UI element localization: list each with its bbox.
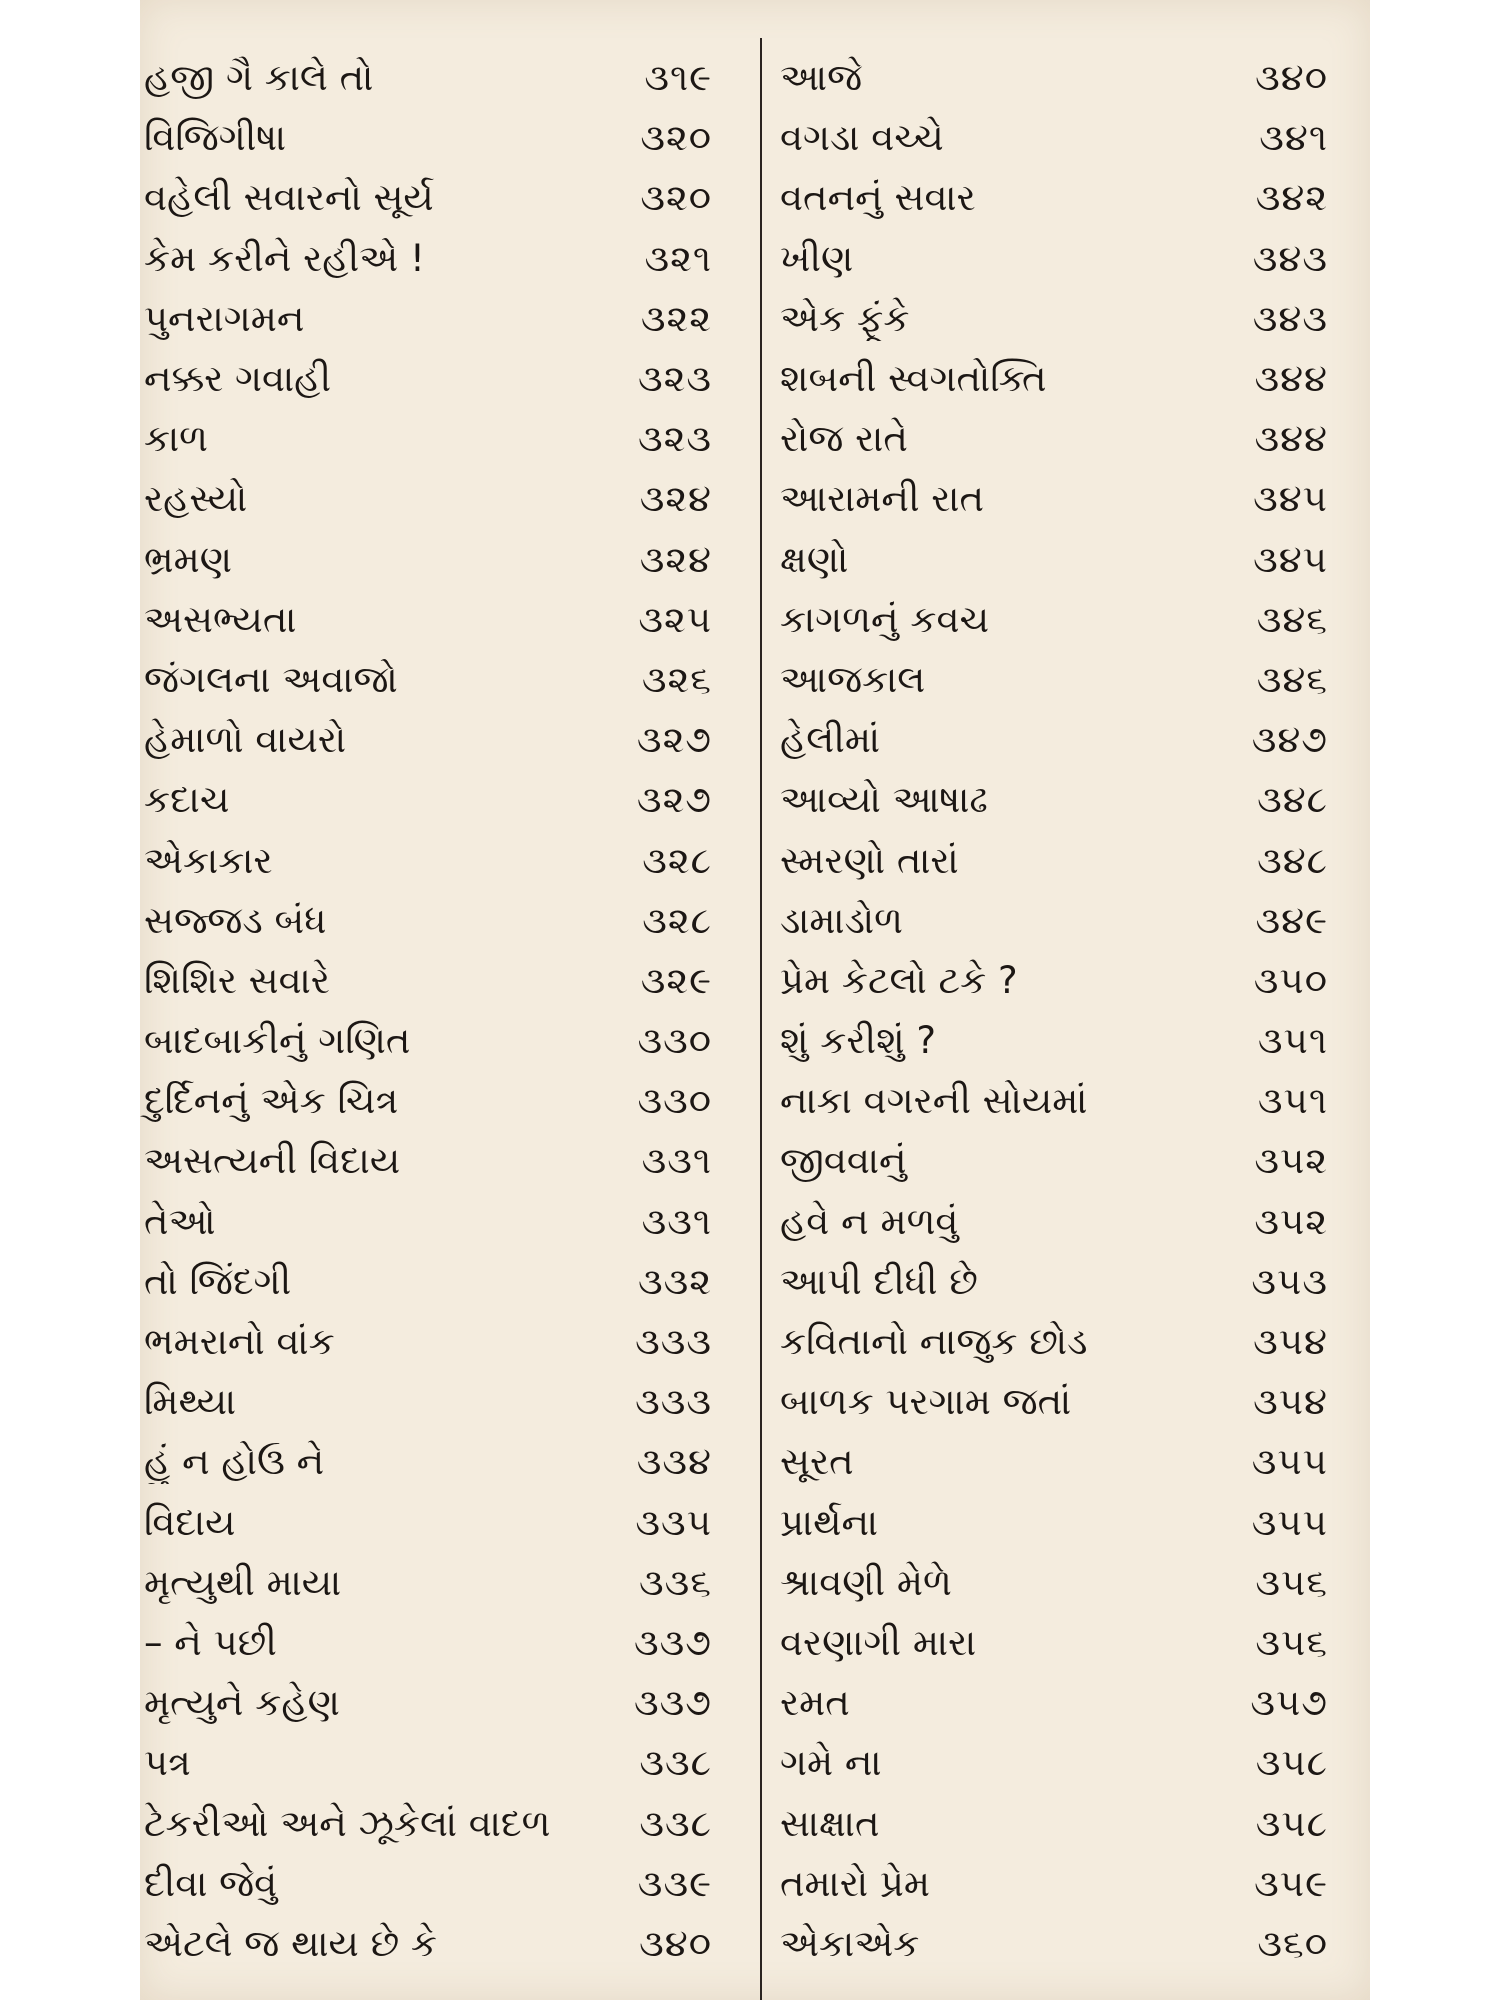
entry-page-number: ૩૫૩ [1251,1259,1328,1303]
entry-page-number: ૩૩૨ [637,1259,712,1303]
entry-page-number: ૩૪૯ [1255,898,1328,942]
entry-page-number: ૩૨૪ [639,477,712,521]
entry-title: ખીણ [780,236,854,280]
contents-entry [140,1131,712,1191]
entry-page-number: ૩૫૬ [1255,1620,1328,1664]
contents-entry [140,830,712,890]
entry-page-number: ૩૩૮ [639,1741,712,1785]
entry-page-number: ૩૫૯ [1254,1861,1328,1905]
contents-entry [140,1312,712,1372]
entry-page-number: ૩૪૫ [1253,537,1328,581]
entry-page-number: ૩૪૦ [639,1921,712,1965]
entry-title: જીવવાનું [780,1139,907,1183]
entry-title: ભમરાનો વાંક [144,1320,335,1364]
contents-entry [780,590,1328,650]
contents-entry [140,770,712,830]
entry-title: શું કરીશું ? [780,1019,937,1063]
contents-entry [780,951,1328,1011]
entry-title: હું ન હોઉં ને [144,1440,325,1484]
entry-title: આજકાલ [780,657,926,701]
contents-entry [140,1793,712,1853]
entry-title: ક્ષણો [780,537,849,581]
entry-title: વહેલી સવારનો સૂર્ય [144,176,434,220]
entry-title: શ્રાવણી મેળે [780,1560,952,1604]
entry-title: એક ફૂંકે [780,296,910,340]
contents-right-column [780,48,1328,1974]
entry-page-number: ૩૫૮ [1255,1741,1328,1785]
entry-title: પત્ર [144,1741,191,1785]
contents-entry [780,1071,1328,1131]
contents-entry [780,530,1328,590]
entry-title: એકાએક [780,1921,920,1965]
entry-title: શિશિર સવારે [144,958,330,1002]
contents-entry [780,1192,1328,1252]
entry-page-number: ૩૫૨ [1254,1139,1328,1183]
entry-page-number: ૩૨૯ [640,958,712,1002]
entry-title: શબની સ્વગતોક્તિ [780,357,1047,401]
contents-entry [780,409,1328,469]
entry-page-number: ૩૪૩ [1252,296,1328,340]
entry-title: રમત [780,1681,850,1725]
entry-title: બાદબાકીનું ગણિત [144,1019,411,1063]
contents-entry [780,1372,1328,1432]
entry-page-number: ૩૫૨ [1254,1199,1328,1243]
entry-title: કાગળનું કવચ [780,597,990,641]
contents-entry [780,1493,1328,1553]
entry-title: દીવા જેવું [144,1861,278,1905]
entry-title: કેમ કરીને રહીએ ! [144,236,425,280]
contents-entry [140,650,712,710]
contents-entry [780,108,1328,168]
entry-title: હજી ગૈ કાલે તો [144,56,374,100]
entry-title: આજે [780,56,863,100]
contents-entry [140,1673,712,1733]
entry-title: તમારો પ્રેમ [780,1861,930,1905]
column-divider [760,38,762,2000]
entry-title: કાળ [144,417,209,461]
contents-entry [140,1914,712,1974]
entry-title: સજ્જડ બંધ [144,898,327,942]
contents-entry [780,1252,1328,1312]
entry-page-number: ૩૩૦ [637,1079,712,1123]
entry-title: સ્મરણો તારાં [780,838,959,882]
entry-page-number: ૩૪૪ [1254,417,1328,461]
contents-left-column [140,48,712,1974]
entry-page-number: ૩૩૯ [637,1861,712,1905]
entry-page-number: ૩૩૧ [641,1139,712,1183]
contents-entry [780,770,1328,830]
entry-page-number: ૩૨૩ [637,417,712,461]
contents-entry [780,349,1328,409]
contents-entry [140,1011,712,1071]
entry-page-number: ૩૩૬ [638,1560,712,1604]
entry-title: વતનનું સવાર [780,176,976,220]
entry-page-number: ૩૫૭ [1250,1681,1328,1725]
entry-page-number: ૩૨૦ [640,176,712,220]
contents-entry [780,1914,1328,1974]
entry-title: પ્રાર્થના [780,1500,879,1544]
contents-entry [780,168,1328,228]
entry-page-number: ૩૪૮ [1257,838,1328,882]
contents-entry [140,289,712,349]
contents-entry [780,1613,1328,1673]
entry-page-number: ૩૪૪ [1254,357,1328,401]
contents-entry [780,891,1328,951]
entry-title: આપી દીધી છે [780,1259,978,1303]
contents-entry [780,650,1328,710]
entry-page-number: ૩૪૭ [1251,718,1328,762]
entry-title: રોજ રાતે [780,417,908,461]
contents-entry [140,349,712,409]
contents-entry [780,229,1328,289]
entry-page-number: ૩૨૫ [638,597,712,641]
entry-title: મૃત્યુથી માયા [144,1560,342,1604]
entry-page-number: ૩૩૮ [639,1801,712,1845]
entry-title: બાળક પરગામ જતાં [780,1380,1072,1424]
contents-entry [780,289,1328,349]
contents-entry [140,530,712,590]
contents-entry [780,1793,1328,1853]
contents-entry [140,469,712,529]
entry-title: વિદાય [144,1500,236,1544]
contents-entry [780,1733,1328,1793]
contents-entry [140,1553,712,1613]
entry-title: ભ્રમણ [144,537,232,581]
contents-entry [140,48,712,108]
entry-page-number: ૩૬૦ [1257,1921,1328,1965]
entry-title: – ને પછી [144,1620,277,1664]
contents-entry [780,48,1328,108]
contents-entry [780,710,1328,770]
contents-entry [140,108,712,168]
entry-page-number: ૩૪૮ [1257,778,1328,822]
contents-entry [140,1372,712,1432]
contents-entry [140,1854,712,1914]
contents-entry [140,1432,712,1492]
entry-title: હેલીમાં [780,718,881,762]
entry-page-number: ૩૨૪ [639,537,712,581]
entry-title: રહસ્યો [144,477,248,521]
entry-title: કવિતાનો નાજુક છોડ [780,1320,1088,1364]
entry-page-number: ૩૪૬ [1256,657,1328,701]
contents-entry [140,229,712,289]
entry-title: હેમાળો વાયરો [144,718,347,762]
entry-page-number: ૩૨૮ [642,838,712,882]
entry-title: વરણાગી મારા [780,1620,977,1664]
contents-entry [780,469,1328,529]
entry-title: તો જિંદગી [144,1259,292,1303]
entry-title: હવે ન મળવું [780,1199,959,1243]
entry-title: આરામની રાત [780,477,985,521]
entry-page-number: ૩૫૪ [1253,1320,1328,1364]
entry-page-number: ૩૩૩ [635,1320,712,1364]
entry-title: એટલે જ થાય છે કે [144,1921,438,1965]
entry-page-number: ૩૪૧ [1259,116,1328,160]
entry-page-number: ૩૫૧ [1257,1079,1328,1123]
contents-entry [780,1432,1328,1492]
contents-entry [140,1613,712,1673]
entry-page-number: ૩૩૩ [635,1380,712,1424]
entry-page-number: ૩૩૦ [637,1019,712,1063]
entry-title: વિજિગીષા [144,116,287,160]
entry-title: આવ્યો આષાઢ [780,778,988,822]
entry-page-number: ૩૨૧ [644,236,712,280]
entry-title: દુર્દિનનું એક ચિત્ર [144,1079,399,1123]
entry-title: સાક્ષાત [780,1801,880,1845]
contents-entry [780,1553,1328,1613]
entry-page-number: ૩૨૭ [636,778,712,822]
entry-title: ડામાડોળ [780,898,903,942]
contents-entry [140,1493,712,1553]
entry-page-number: ૩૩૭ [634,1681,712,1725]
entry-title: વગડા વચ્ચે [780,116,944,160]
entry-title: મિથ્યા [144,1380,237,1424]
entry-page-number: ૩૧૯ [644,56,712,100]
entry-page-number: ૩૨૦ [640,116,712,160]
entry-title: તેઓ [144,1199,216,1243]
entry-title: નક્કર ગવાહી [144,357,332,401]
entry-title: જંગલના અવાજો [144,657,398,701]
entry-page-number: ૩૫૫ [1251,1500,1328,1544]
entry-page-number: ૩૨૩ [637,357,712,401]
entry-title: અસત્યની વિદાય [144,1139,401,1183]
entry-page-number: ૩૪૦ [1255,56,1328,100]
entry-page-number: ૩૩૫ [635,1500,712,1544]
contents-entry [780,1131,1328,1191]
contents-entry [140,891,712,951]
entry-page-number: ૩૪૩ [1252,236,1328,280]
contents-entry [140,168,712,228]
contents-entry [140,409,712,469]
entry-page-number: ૩૫૫ [1251,1440,1328,1484]
entry-title: સૂરત [780,1440,854,1484]
entry-title: એકાકાર [144,838,273,882]
entry-page-number: ૩૪૬ [1256,597,1328,641]
entry-page-number: ૩૨૬ [641,657,712,701]
entry-title: ગમે ના [780,1741,882,1785]
contents-entry [140,1733,712,1793]
contents-entry [140,1071,712,1131]
contents-entry [140,1252,712,1312]
entry-page-number: ૩૫૪ [1253,1380,1328,1424]
entry-page-number: ૩૨૭ [636,718,712,762]
contents-entry [780,1312,1328,1372]
contents-entry [140,1192,712,1252]
entry-page-number: ૩૫૬ [1255,1560,1328,1604]
entry-title: અસભ્યતા [144,597,297,641]
contents-entry [780,1011,1328,1071]
contents-entry [140,590,712,650]
entry-title: મૃત્યુને કહેણ [144,1681,340,1725]
entry-page-number: ૩૩૪ [636,1440,712,1484]
contents-entry [140,951,712,1011]
entry-title: નાકા વગરની સોયમાં [780,1079,1088,1123]
entry-page-number: ૩૫૮ [1255,1801,1328,1845]
entry-page-number: ૩૩૭ [634,1620,712,1664]
entry-page-number: ૩૪૫ [1253,477,1328,521]
entry-page-number: ૩૨૨ [640,296,712,340]
contents-entry [780,1673,1328,1733]
book-page [140,0,1370,2000]
contents-entry [780,1854,1328,1914]
entry-title: પુનરાગમન [144,296,305,340]
contents-entry [140,710,712,770]
entry-title: ટેકરીઓ અને ઝૂકેલાં વાદળ [144,1801,551,1845]
entry-page-number: ૩૫૧ [1257,1019,1328,1063]
entry-page-number: ૩૩૧ [641,1199,712,1243]
contents-entry [780,830,1328,890]
entry-page-number: ૩૨૮ [642,898,712,942]
entry-title: પ્રેમ કેટલો ટકે ? [780,958,1018,1002]
entry-title: કદાચ [144,778,230,822]
entry-page-number: ૩૫૦ [1253,958,1328,1002]
entry-page-number: ૩૪૨ [1255,176,1328,220]
